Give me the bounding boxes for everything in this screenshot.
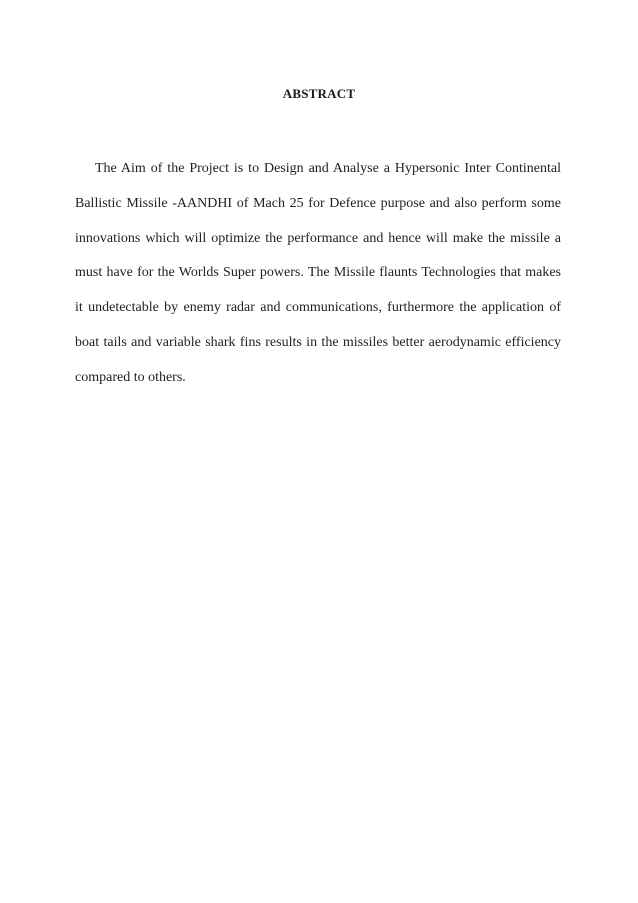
abstract-heading: ABSTRACT [282, 86, 356, 101]
abstract-paragraph: The Aim of the Project is to Design and Analyse a Hypersonic Inter Continental Ballistic Missile -AANDHI of Mach 25 for Defence purpose and also perform some innovations which will optimize the performance and hence will make the missile a must have for the Worlds Super powers. The Missile flaunts Technologies that makes it undetectable by enemy radar and communications, furthermore the application of boat tails and variable shark fins results in the missiles better aerodynamic efficiency compared to others. [75, 161, 561, 385]
